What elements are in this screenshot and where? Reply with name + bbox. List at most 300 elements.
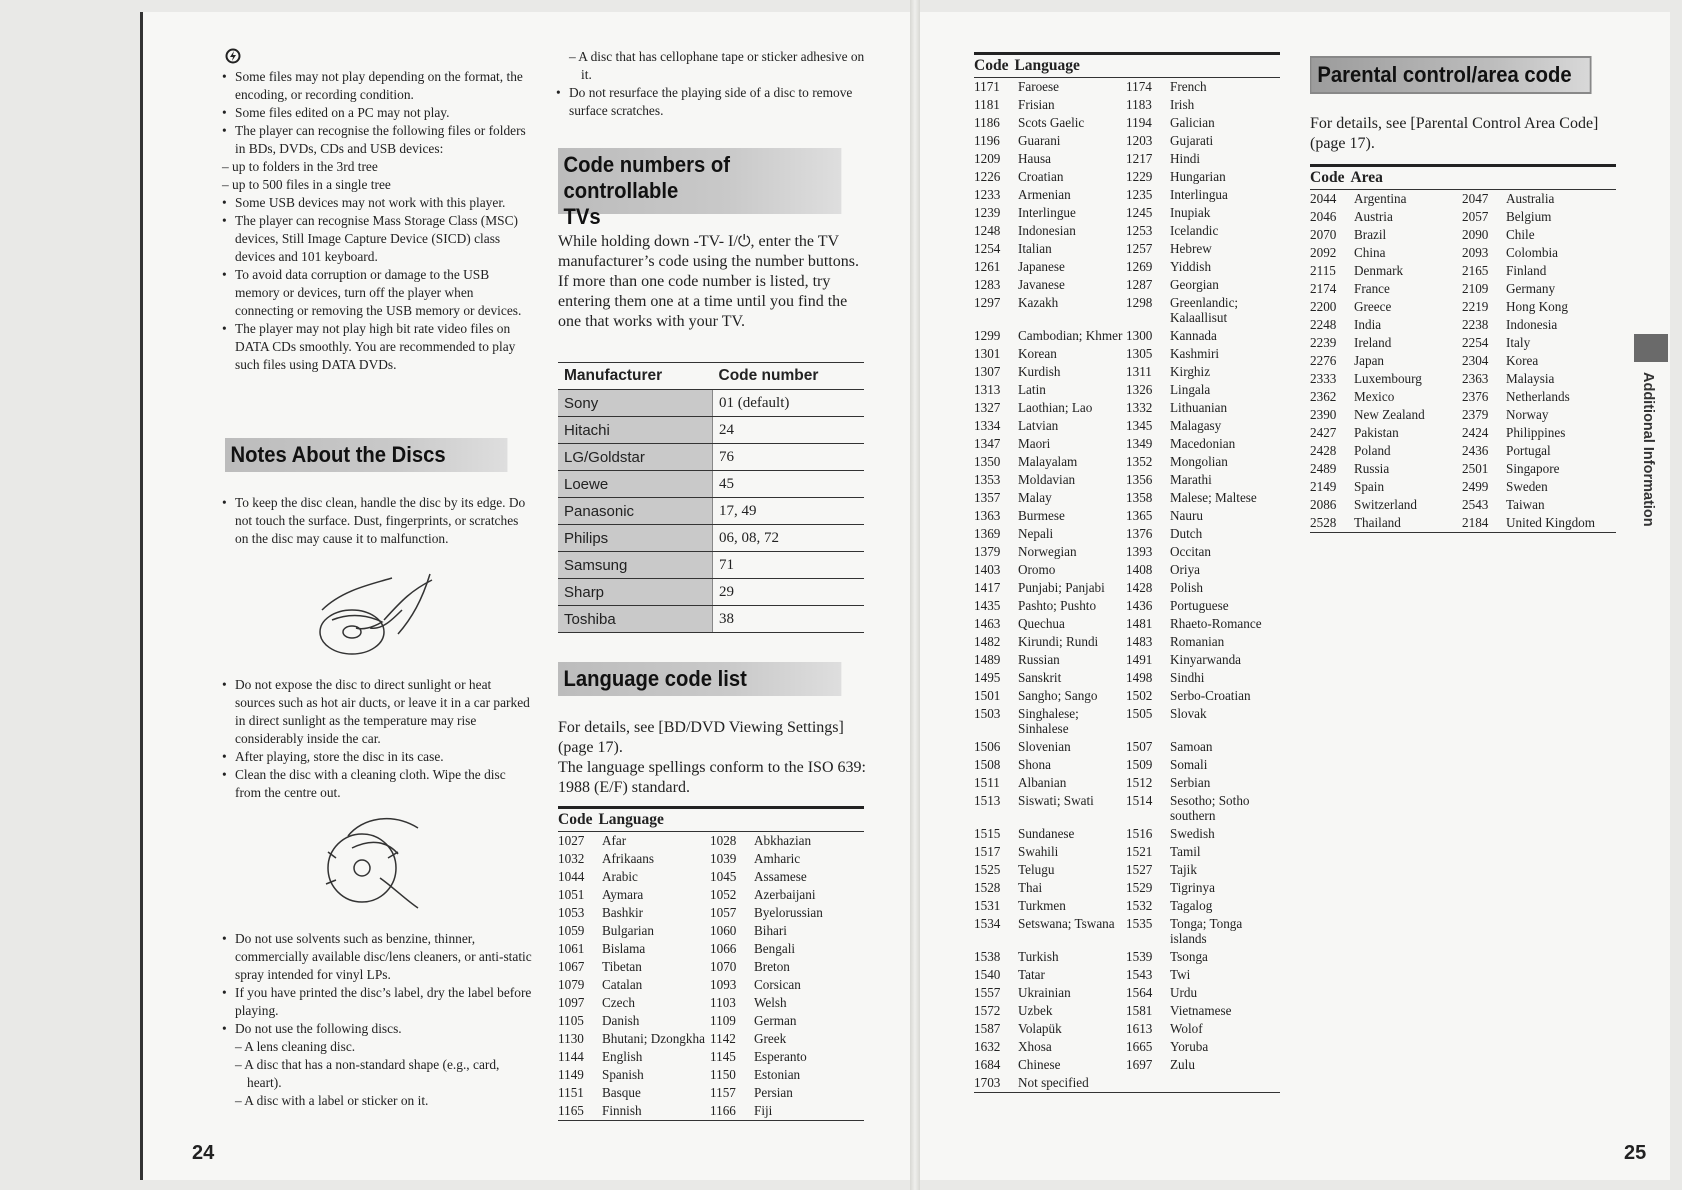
language-entry — [710, 832, 864, 850]
language-code: 1070 — [710, 959, 737, 974]
area-name: Indonesia — [1506, 317, 1558, 332]
language-code: 1365 — [1126, 508, 1153, 523]
disc-note: • After playing, store the disc in its case. — [222, 748, 532, 766]
language-code-table-2 — [974, 52, 1280, 1093]
area-code: 2376 — [1462, 389, 1489, 404]
language-entry — [558, 994, 710, 1012]
language-entry — [1126, 363, 1280, 381]
area-name: Singapore — [1506, 461, 1560, 476]
language-code: 1509 — [1126, 757, 1153, 772]
language-code: 1332 — [1126, 400, 1153, 415]
language-name: Greenlandic; Kalaallisut — [1170, 295, 1239, 325]
language-name: Russian — [1018, 652, 1060, 667]
language-name: Shona — [1018, 757, 1051, 772]
language-name: Siswati; Swati — [1018, 793, 1094, 808]
language-entry — [1126, 381, 1280, 399]
language-entry — [1126, 984, 1280, 1002]
language-entry — [1126, 825, 1280, 843]
area-entry — [1462, 406, 1616, 424]
language-code: 1564 — [1126, 985, 1153, 1000]
language-name: Inupiak — [1170, 205, 1211, 220]
language-code: 1217 — [1126, 151, 1153, 166]
language-entry — [1126, 633, 1280, 651]
area-name: Japan — [1354, 353, 1385, 368]
language-code: 1538 — [974, 949, 1001, 964]
section-tab-label: Additional Information — [1640, 372, 1656, 527]
section-tab-marker — [1634, 334, 1668, 362]
area-entry — [1310, 226, 1462, 244]
language-name: Occitan — [1170, 544, 1212, 559]
language-code: 1527 — [1126, 862, 1153, 877]
area-entry — [1462, 496, 1616, 514]
area-entry — [1462, 190, 1616, 208]
language-entry — [974, 435, 1126, 453]
language-entry — [1126, 453, 1280, 471]
language-entry — [1126, 150, 1280, 168]
language-entry — [710, 850, 864, 868]
language-code: 1327 — [974, 400, 1001, 415]
language-entry — [974, 984, 1126, 1002]
language-entry — [974, 168, 1126, 186]
language-entry — [1126, 879, 1280, 897]
language-code: 1254 — [974, 241, 1001, 256]
language-code: 1495 — [974, 670, 1001, 685]
area-code: 2046 — [1310, 209, 1337, 224]
language-name: Assamese — [754, 869, 807, 884]
language-name: Aymara — [602, 887, 644, 902]
language-code: 1376 — [1126, 526, 1153, 541]
area-name: Colombia — [1506, 245, 1559, 260]
language-name: Faroese — [1018, 79, 1060, 94]
language-name: Malayalam — [1018, 454, 1078, 469]
language-name: Swahili — [1018, 844, 1059, 859]
language-code: 1587 — [974, 1021, 1001, 1036]
language-code: 1171 — [974, 79, 1000, 94]
language-code: 1513 — [974, 793, 1001, 808]
area-code: 2436 — [1462, 443, 1489, 458]
language-name: German — [754, 1013, 797, 1028]
language-entry — [974, 381, 1126, 399]
language-entry — [974, 489, 1126, 507]
language-code: 1352 — [1126, 454, 1153, 469]
language-name: Rhaeto-Romance — [1170, 616, 1262, 631]
language-code: 1463 — [974, 616, 1001, 631]
language-name: Punjabi; Panjabi — [1018, 580, 1105, 595]
language-code: 1229 — [1126, 169, 1153, 184]
language-name: Xhosa — [1018, 1039, 1052, 1054]
language-entry — [1126, 687, 1280, 705]
language-name: Tatar — [1018, 967, 1045, 982]
language-col-header: Language — [1014, 57, 1080, 74]
language-table-header — [558, 806, 864, 832]
manufacturer-row — [558, 390, 864, 417]
language-entry — [974, 597, 1126, 615]
language-code: 1507 — [1126, 739, 1153, 754]
language-code: 1027 — [558, 833, 585, 848]
language-name: Spanish — [602, 1067, 644, 1082]
language-entry — [974, 825, 1126, 843]
language-entry — [1126, 597, 1280, 615]
language-code: 1097 — [558, 995, 585, 1010]
language-code: 1581 — [1126, 1003, 1153, 1018]
area-entry — [1310, 370, 1462, 388]
language-entry — [1126, 1038, 1280, 1056]
language-entry — [1126, 669, 1280, 687]
language-entry — [1126, 132, 1280, 150]
language-name: Dutch — [1170, 526, 1203, 541]
area-entry — [1462, 244, 1616, 262]
file-note: • Some files may not play depending on the format, the encoding, or recording condition. — [222, 68, 532, 104]
area-name: India — [1354, 317, 1382, 332]
language-table-header — [974, 52, 1280, 78]
disc-sub-item: – A disc that has cellophane tape or sticker adhesive on it. — [569, 49, 865, 82]
language-name: Kazakh — [1018, 295, 1059, 310]
area-code: 2254 — [1462, 335, 1489, 350]
language-code: 1505 — [1126, 706, 1153, 721]
language-name: Kashmiri — [1170, 346, 1220, 361]
language-code: 1529 — [1126, 880, 1153, 895]
language-code: 1196 — [974, 133, 1000, 148]
disc-notes-4 — [556, 48, 866, 120]
language-name: Moldavian — [1018, 472, 1076, 487]
language-code-heading — [558, 662, 841, 696]
language-code: 1142 — [710, 1031, 736, 1046]
area-name: United Kingdom — [1506, 515, 1596, 530]
language-code: 1369 — [974, 526, 1001, 541]
disc-sub-item: – A lens cleaning disc. — [235, 1039, 356, 1054]
language-name: Arabic — [602, 869, 638, 884]
language-code: 1347 — [974, 436, 1001, 451]
file-note: • The player can recognise Mass Storage Class (MSC) devices, Still Image Capture Device (SICD) class devices and 101 keyboard. — [222, 212, 532, 266]
area-entry — [1462, 514, 1616, 532]
area-entry — [1310, 280, 1462, 298]
language-code: 1393 — [1126, 544, 1153, 559]
language-code: 1181 — [974, 97, 1000, 112]
language-code: 1345 — [1126, 418, 1153, 433]
area-entry — [1310, 406, 1462, 424]
area-entry — [1310, 478, 1462, 496]
area-code: 2090 — [1462, 227, 1489, 242]
language-code: 1261 — [974, 259, 1001, 274]
language-code: 1525 — [974, 862, 1001, 877]
language-entry — [1126, 276, 1280, 294]
language-name: Yoruba — [1170, 1039, 1209, 1054]
language-entry — [1126, 897, 1280, 915]
area-code: 2047 — [1462, 191, 1489, 206]
area-entry — [1310, 334, 1462, 352]
area-entry — [1462, 370, 1616, 388]
language-code: 1326 — [1126, 382, 1153, 397]
area-name: Poland — [1354, 443, 1391, 458]
note-icon — [225, 48, 241, 64]
area-name: Sweden — [1506, 479, 1548, 494]
language-entry — [974, 327, 1126, 345]
language-name: Romanian — [1170, 634, 1225, 649]
language-entry — [1126, 489, 1280, 507]
language-entry — [1126, 417, 1280, 435]
language-entry — [558, 1030, 710, 1048]
area-code: 2174 — [1310, 281, 1337, 296]
area-name: Italy — [1506, 335, 1531, 350]
language-info — [558, 718, 868, 798]
language-entry — [974, 669, 1126, 687]
language-entry — [974, 879, 1126, 897]
language-code: 1144 — [558, 1049, 584, 1064]
language-entry — [1126, 222, 1280, 240]
area-code: 2165 — [1462, 263, 1489, 278]
language-code: 1239 — [974, 205, 1001, 220]
language-entry — [974, 150, 1126, 168]
language-name: Slovenian — [1018, 739, 1071, 754]
parental-control-heading — [1310, 56, 1592, 94]
language-name: Bashkir — [602, 905, 644, 920]
lang-heading-text: Language code list — [563, 666, 747, 691]
language-name: Czech — [602, 995, 635, 1010]
disc-notes-list-2 — [222, 676, 532, 802]
manufacturer-code: 76 — [713, 444, 865, 471]
area-code: 2239 — [1310, 335, 1337, 350]
area-code: 2057 — [1462, 209, 1489, 224]
area-name: Germany — [1506, 281, 1556, 296]
area-code: 2044 — [1310, 191, 1337, 206]
language-entry — [558, 1048, 710, 1066]
language-name: Kannada — [1170, 328, 1217, 343]
language-code: 1061 — [558, 941, 585, 956]
language-name: Kirghiz — [1170, 364, 1211, 379]
language-code: 1105 — [558, 1013, 584, 1028]
language-code: 1248 — [974, 223, 1001, 238]
language-code: 1109 — [710, 1013, 736, 1028]
language-name: Lingala — [1170, 382, 1211, 397]
language-entry — [974, 453, 1126, 471]
area-code: 2276 — [1310, 353, 1337, 368]
area-entry — [1462, 334, 1616, 352]
language-code: 1358 — [1126, 490, 1153, 505]
language-entry — [1126, 579, 1280, 597]
language-entry — [974, 543, 1126, 561]
language-code: 1149 — [558, 1067, 584, 1082]
language-code: 1039 — [710, 851, 737, 866]
language-code: 1535 — [1126, 916, 1153, 931]
language-code: 1665 — [1126, 1039, 1153, 1054]
language-name: Sanskrit — [1018, 670, 1062, 685]
language-entry — [558, 850, 710, 868]
language-entry — [1126, 471, 1280, 489]
manufacturer-name: Toshiba — [558, 606, 713, 633]
language-entry — [558, 832, 710, 850]
language-code: 1516 — [1126, 826, 1153, 841]
language-name: Turkish — [1018, 949, 1059, 964]
area-name: Denmark — [1354, 263, 1404, 278]
tv-codes-heading — [558, 148, 841, 229]
file-notes — [222, 68, 532, 374]
language-code: 1508 — [974, 757, 1001, 772]
area-code: 2184 — [1462, 515, 1489, 530]
area-name: Austria — [1354, 209, 1393, 224]
language-code: 1349 — [1126, 436, 1153, 451]
language-name: Esperanto — [754, 1049, 807, 1064]
language-entry — [1126, 78, 1280, 96]
language-entry — [974, 1002, 1126, 1020]
language-name: Basque — [602, 1085, 641, 1100]
language-name: Japanese — [1018, 259, 1065, 274]
language-entry — [558, 1066, 710, 1084]
language-code: 1235 — [1126, 187, 1153, 202]
language-name: Icelandic — [1170, 223, 1219, 238]
language-entry — [1126, 114, 1280, 132]
language-code: 1186 — [974, 115, 1000, 130]
area-entry — [1310, 352, 1462, 370]
language-name: Tamil — [1170, 844, 1201, 859]
language-entry — [1126, 861, 1280, 879]
language-entry — [558, 976, 710, 994]
language-code: 1557 — [974, 985, 1001, 1000]
language-code: 1257 — [1126, 241, 1153, 256]
disc-note: • Do not resurface the playing side of a disc to remove surface scratches. — [556, 84, 866, 120]
area-name: Argentina — [1354, 191, 1407, 206]
language-rows-1 — [558, 832, 864, 1121]
language-code: 1307 — [974, 364, 1001, 379]
language-name: Guarani — [1018, 133, 1061, 148]
manufacturer-row — [558, 417, 864, 444]
code-col-header: Code — [974, 57, 1009, 74]
language-name: Portuguese — [1170, 598, 1229, 613]
language-entry — [974, 738, 1126, 756]
tv-para-1: While holding down -TV- I/⏻, enter the TV manufacturer’s code using the number buttons. — [558, 233, 859, 270]
manufacturer-code: 24 — [713, 417, 865, 444]
notes-heading-text: Notes About the Discs — [230, 442, 446, 467]
language-code: 1511 — [974, 775, 1000, 790]
area-name: Chile — [1506, 227, 1535, 242]
file-note: • Some files edited on a PC may not play. — [222, 104, 532, 122]
manufacturer-code: 38 — [713, 606, 865, 633]
language-name: Yiddish — [1170, 259, 1212, 274]
language-name: Amharic — [754, 851, 801, 866]
language-name: Tibetan — [602, 959, 642, 974]
language-code: 1145 — [710, 1049, 736, 1064]
language-code: 1044 — [558, 869, 585, 884]
file-note: • The player may not play high bit rate video files on DATA CDs smoothly. You are recommended to play such files using DATA DVDs. — [222, 320, 532, 374]
area-entry — [1462, 208, 1616, 226]
area-name: Luxembourg — [1354, 371, 1422, 386]
language-entry — [558, 904, 710, 922]
area-entry — [1310, 298, 1462, 316]
language-entry — [558, 922, 710, 940]
manufacturer-row — [558, 444, 864, 471]
language-entry — [974, 861, 1126, 879]
area-name: Netherlands — [1506, 389, 1570, 404]
language-code: 1028 — [710, 833, 737, 848]
language-name: Setswana; Tswana — [1018, 916, 1115, 931]
language-name: Latin — [1018, 382, 1046, 397]
disc-sublist — [222, 1038, 532, 1110]
language-code: 1534 — [974, 916, 1001, 931]
language-entry — [974, 792, 1126, 825]
area-code: 2528 — [1310, 515, 1337, 530]
area-code: 2149 — [1310, 479, 1337, 494]
language-code: 1130 — [558, 1031, 584, 1046]
language-entry — [1126, 168, 1280, 186]
language-code: 1053 — [558, 905, 585, 920]
language-name: Bengali — [754, 941, 796, 956]
language-name: Fiji — [754, 1103, 773, 1118]
language-code: 1428 — [1126, 580, 1153, 595]
language-name: Pashto; Pushto — [1018, 598, 1097, 613]
language-entry — [974, 1056, 1126, 1074]
code-number-header: Code number — [713, 363, 865, 390]
manufacturer-code: 17, 49 — [713, 498, 865, 525]
area-entry — [1462, 460, 1616, 478]
language-name: Mongolian — [1170, 454, 1228, 469]
area-entry — [1310, 190, 1462, 208]
language-entry — [1126, 327, 1280, 345]
area-code: 2238 — [1462, 317, 1489, 332]
language-entry — [710, 904, 864, 922]
file-note-sublist — [222, 158, 532, 194]
language-entry — [1126, 1020, 1280, 1038]
disc-sub-item: – A disc with a label or sticker on it. — [235, 1093, 429, 1108]
language-name: Swedish — [1170, 826, 1215, 841]
language-name: Interlingua — [1170, 187, 1228, 202]
language-code: 1032 — [558, 851, 585, 866]
language-entry — [1126, 258, 1280, 276]
language-name: Malay — [1018, 490, 1052, 505]
language-name: Samoan — [1170, 739, 1213, 754]
manufacturer-row — [558, 498, 864, 525]
language-name: Armenian — [1018, 187, 1071, 202]
language-name: Serbo-Croatian — [1170, 688, 1251, 703]
language-name: Sundanese — [1018, 826, 1075, 841]
area-code: 2248 — [1310, 317, 1337, 332]
language-name: Polish — [1170, 580, 1203, 595]
language-entry — [1126, 525, 1280, 543]
language-entry — [974, 276, 1126, 294]
disc-note: • Do not expose the disc to direct sunlight or heat sources such as hot air ducts, or leave it in a car parked in direct sunlight as the temperature may rise considerably inside the car. — [222, 676, 532, 748]
language-entry — [974, 843, 1126, 861]
language-name: Telugu — [1018, 862, 1055, 877]
parental-para: For details, see [Parental Control Area Code] (page 17). — [1310, 115, 1599, 152]
language-code: 1165 — [558, 1103, 584, 1118]
language-name: Tsonga — [1170, 949, 1208, 964]
language-name: Nepali — [1018, 526, 1054, 541]
language-entry — [558, 868, 710, 886]
disc-sub-item: – A disc that has a non-standard shape (e.g., card, heart). — [235, 1057, 500, 1090]
area-entry — [1310, 442, 1462, 460]
language-name: Catalan — [602, 977, 643, 992]
area-entry — [1462, 352, 1616, 370]
area-entry — [1310, 424, 1462, 442]
disc-note: • Do not use the following discs. — [222, 1020, 532, 1038]
language-name: Persian — [754, 1085, 793, 1100]
area-name: Ireland — [1354, 335, 1392, 350]
language-code: 1379 — [974, 544, 1001, 559]
area-name: Finland — [1506, 263, 1547, 278]
language-code: 1183 — [1126, 97, 1152, 112]
language-entry — [974, 345, 1126, 363]
area-rows — [1310, 190, 1616, 533]
area-name: New Zealand — [1354, 407, 1425, 422]
language-entry — [710, 1012, 864, 1030]
manufacturer-row — [558, 552, 864, 579]
language-code: 1491 — [1126, 652, 1153, 667]
language-entry — [1126, 651, 1280, 669]
language-entry — [1126, 240, 1280, 258]
tv-instructions — [558, 232, 868, 332]
language-name: Wolof — [1170, 1021, 1203, 1036]
language-entry — [974, 399, 1126, 417]
page-number-right: 25 — [1624, 1142, 1647, 1164]
area-code: 2379 — [1462, 407, 1489, 422]
